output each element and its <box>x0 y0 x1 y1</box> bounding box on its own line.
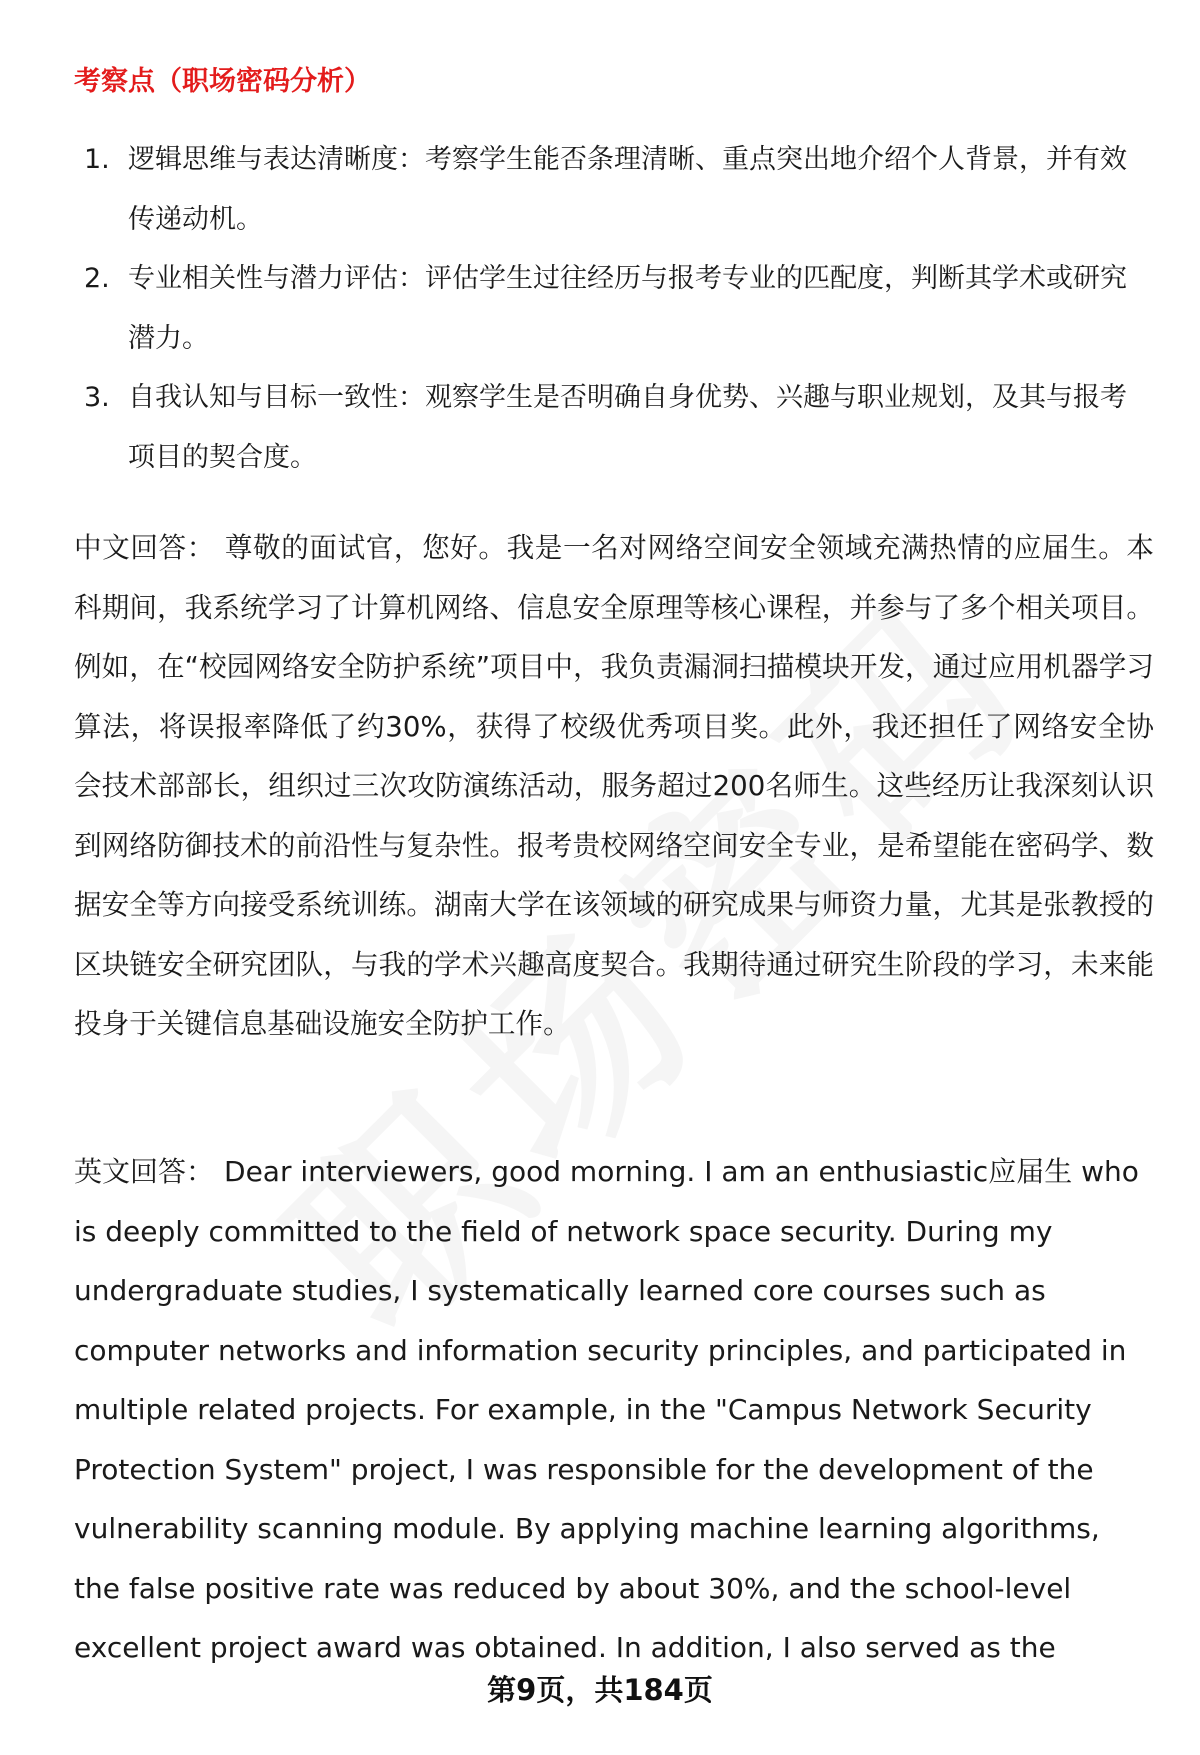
point-text: 专业相关性与潜力评估：评估学生过往经历与报考专业的匹配度，判断其学术或研究潜力。 <box>128 263 1127 354</box>
assessment-points-list <box>74 130 1149 487</box>
section-title: 考察点（职场密码分析） <box>74 66 371 97</box>
chinese-answer-text: 尊敬的面试官，您好。我是一名对网络空间安全领域充满热情的应届生。本科期间，我系统学习了计算机网络、信息安全原理等核心课程，并参与了多个相关项目。例如，在“校园网络安全防护系统”项目中，我负责漏洞扫描模块开发，通过应用机器学习算法，将误报率降低了约30%，获得了校级优秀项目奖。此外，我还担任了网络安全协会技术部部长，组织过三次攻防演练活动，服务超过200名师生。这些经历让我深刻认识到网络防御技术的前沿性与复杂性。报考贵校网络空间安全专业，是希望能在密码学、数据安全等方向接受系统训练。湖南大学在该领域的研究成果与师资力量，尤其是张教授的区块链安全研究团队，与我的学术兴趣高度契合。我期待通过研究生阶段的学习，未来能投身于关键信息基础设施安全防护工作。 <box>74 531 1154 1040</box>
chinese-answer-paragraph <box>74 518 1154 1054</box>
assessment-point <box>74 249 1149 368</box>
point-number: 1. <box>84 144 110 175</box>
chinese-answer-label: 中文回答： <box>74 531 215 564</box>
point-text: 逻辑思维与表达清晰度：考察学生能否条理清晰、重点突出地介绍个人背景，并有效传递动机。 <box>128 144 1127 235</box>
assessment-point <box>74 368 1149 487</box>
english-answer-label: 英文回答： <box>74 1155 215 1188</box>
assessment-point <box>74 130 1149 249</box>
point-number: 2. <box>84 263 110 294</box>
english-answer-text: Dear interviewers, good morning. I am an enthusiastic应届生 who is deeply committed to the field of network space security. During my undergraduate studies, I systematically learned core courses such as computer networks and information security principles, and participated in multiple related projects. For example, in the "Campus Network Security Protection System" project, I was responsible for the development of the vulnerability scanning module. By applying machine learning algorithms, the false positive rate was reduced by about 30%, and the school-level excellent project award was obtained. In addition, I also served as the <box>74 1155 1139 1664</box>
english-answer-paragraph <box>74 1142 1154 1678</box>
point-number: 3. <box>84 382 110 413</box>
page-number-footer: 第9页，共184页 <box>487 1673 713 1707</box>
point-text: 自我认知与目标一致性：观察学生是否明确自身优势、兴趣与职业规划，及其与报考项目的契合度。 <box>128 382 1127 473</box>
